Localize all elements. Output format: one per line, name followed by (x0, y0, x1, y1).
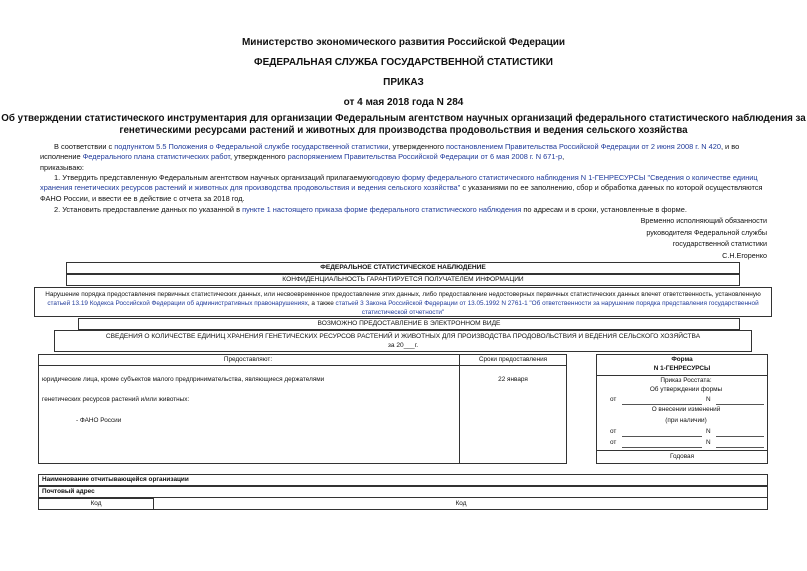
signature-line-3: государственной статистики (672, 239, 767, 249)
signature-block (641, 215, 767, 261)
liability-text-1: Нарушение порядка предоставления первичных статистических данных, или несвоевременное предоставление этих данных, либо предоставление недостоверных первичных статистических данных влечет ответственность, установленную (45, 291, 761, 298)
ministry-name: Министерство экономического развития Российской Федерации (241, 37, 566, 48)
report-title-box (54, 330, 752, 352)
if-any-label: (при наличии) (665, 417, 707, 424)
preamble-link-1[interactable]: подпунктом 5.5 Положения о Федеральной службе государственной статистики (114, 142, 389, 151)
org-name-label: Наименование отчитывающейся организации (42, 476, 189, 483)
liability-notice-box (34, 287, 772, 317)
preamble-text-5: , (562, 152, 565, 162)
order-item-1 (40, 173, 770, 204)
doc-type: ПРИКАЗ (383, 77, 424, 88)
deadline-cell (459, 354, 567, 464)
providers-cell (38, 354, 460, 464)
rosstat-order: Приказ Росстата: (660, 377, 712, 384)
date-line-1 (622, 404, 702, 405)
signature-line-1: Временно исполняющий обязанности (640, 216, 767, 225)
confidentiality-box: КОНФИДЕНЦИАЛЬНОСТЬ ГАРАНТИРУЕТСЯ ПОЛУЧАТЕЛЕМ ИНФОРМАЦИИ (66, 274, 740, 286)
service-name: ФЕДЕРАЛЬНАЯ СЛУЖБА ГОСУДАРСТВЕННОЙ СТАТИСТИКИ (254, 57, 553, 68)
doc-date-number: от 4 мая 2018 года N 284 (343, 97, 464, 108)
changes-label: О внесении изменений (651, 406, 721, 413)
periodicity-value: Годовая (669, 453, 695, 460)
num-label-2: N (706, 428, 711, 435)
item1-form-link[interactable]: годовую форму федерального статистического наблюдения N 1-ГЕНРЕСУРСЫ "Сведения о количестве единиц хранения генетических ресурсов растений и животных для производства продовольствия и ведения сельского хозяйства" (40, 173, 758, 193)
code-right-label: Код (455, 500, 467, 507)
liability-link-2[interactable]: статьей 3 Закона Российской Федерации от 13.05.1992 N 2761-1 "Об ответственности за нарушение порядка представления государственной статистической отчетности" (335, 300, 759, 316)
deadline-value: 22 января (498, 376, 528, 383)
liability-link-1[interactable]: статьей 13.19 Кодекса Российской Федерации об административных правонарушениях (47, 300, 308, 307)
preamble-text-4: , утвержденного (230, 152, 288, 162)
report-title: СВЕДЕНИЯ О КОЛИЧЕСТВЕ ЕДИНИЦ ХРАНЕНИЯ ГЕНЕТИЧЕСКИХ РЕСУРСОВ РАСТЕНИЙ И ЖИВОТНЫХ ДЛЯ ПРОИЗВОДСТВА ПРОДОВОЛЬСТВИЯ И ВЕДЕНИЯ СЕЛЬСКОГО ХОЗЯЙСТВА (105, 333, 701, 340)
signature-name: С.Н.Егоренко (722, 250, 767, 260)
report-year: за 20___г. (387, 342, 419, 349)
preamble-link-3[interactable]: Федерального плана статистических работ (82, 152, 230, 162)
date-line-3 (622, 447, 702, 448)
approved-label: Об утверждении формы (649, 386, 723, 393)
deadline-header: Сроки предоставления (478, 356, 548, 363)
item2-text-1: 2. Установить предоставление данных по указанной в (54, 205, 243, 214)
from-label-3: от (610, 439, 617, 446)
date-line-2 (622, 436, 702, 437)
doc-title-line2: генетическими ресурсами растений и животных для производства продовольствия и ведения сельского хозяйства (119, 125, 688, 136)
signature-line-2: руководителя Федеральной службы (646, 227, 767, 237)
provider-line-3: - ФАНО России (76, 417, 122, 424)
from-label-2: от (610, 428, 617, 435)
postal-row (38, 486, 768, 498)
num-line-2 (716, 436, 764, 437)
order-word: приказываю: (40, 163, 84, 172)
num-line-1 (716, 404, 764, 405)
num-label-3: N (706, 439, 711, 446)
preamble-text-2: , утвержденного (388, 142, 446, 151)
item1-text-2: с указаниями по ее заполнению, сбор и обработка данных по которой осуществляются ФАНО России, и ввести ее в действие с отчета за 2018 год. (40, 183, 763, 203)
provider-line-2: генетических ресурсов растений и/или животных: (42, 396, 190, 403)
preamble-link-2[interactable]: постановлением Правительства Российской Федерации от 2 июня 2008 г. N 420 (445, 142, 721, 151)
preamble (40, 142, 770, 163)
federal-observation-box: ФЕДЕРАЛЬНОЕ СТАТИСТИЧЕСКОЕ НАБЛЮДЕНИЕ (66, 262, 740, 274)
preamble-text-3: , и во исполнение (40, 142, 740, 162)
postal-label: Почтовый адрес (42, 488, 95, 495)
liability-text-2: , а также (307, 300, 336, 307)
order-item-2 (40, 205, 770, 215)
item1-text-1: 1. Утвердить представленную Федеральным агентством научных организаций прилагаемую (54, 173, 372, 182)
from-label-1: от (610, 396, 617, 403)
num-line-3 (716, 447, 764, 448)
electronic-submission-box: ВОЗМОЖНО ПРЕДОСТАВЛЕНИЕ В ЭЛЕКТРОННОМ ВИДЕ (78, 318, 740, 330)
code-left-label: Код (90, 500, 102, 507)
provider-line-1: юридические лица, кроме субъектов малого предпринимательства, являющиеся держателями (42, 376, 325, 383)
form-label: Форма (671, 356, 693, 363)
preamble-text-1: В соответствии с (54, 142, 115, 151)
doc-title-line1: Об утверждении статистического инструментария для организации Федеральным агентством научных организаций федерального статистического наблюдения за (1, 113, 806, 124)
num-label-1: N (706, 396, 711, 403)
item2-text-2: по адресам и в сроки, установленные в форме. (521, 205, 687, 214)
providers-header: Предоставляют: (223, 356, 273, 363)
item2-link[interactable]: пункте 1 настоящего приказа форме федерального статистического наблюдения (242, 205, 522, 214)
preamble-link-4[interactable]: распоряжением Правительства Российской Федерации от 6 мая 2008 г. N 671-р (287, 152, 563, 162)
form-code: N 1-ГЕНРЕСУРСЫ (653, 365, 711, 372)
